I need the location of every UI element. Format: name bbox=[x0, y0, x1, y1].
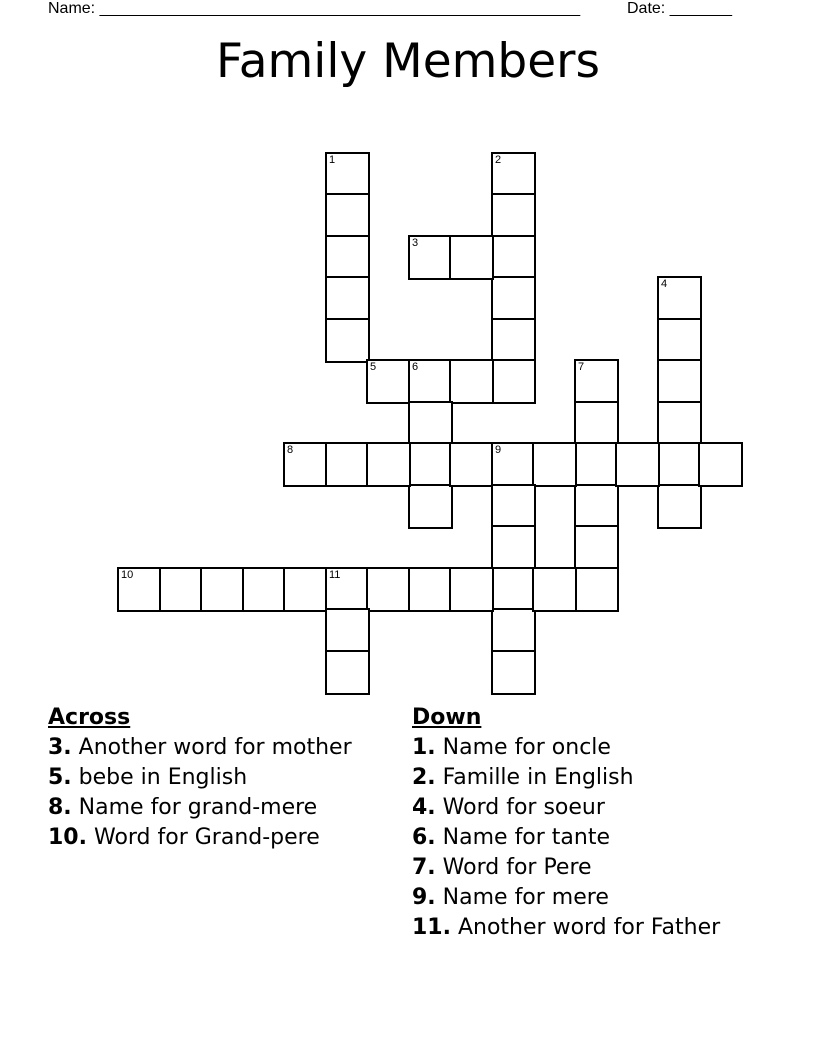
grid-cell[interactable] bbox=[449, 235, 494, 280]
grid-cell[interactable] bbox=[325, 318, 370, 363]
grid-cell[interactable] bbox=[366, 359, 411, 404]
grid-cell[interactable] bbox=[325, 650, 370, 695]
grid-cell[interactable] bbox=[408, 567, 453, 612]
clue-text: bebe in English bbox=[71, 765, 248, 790]
grid-cell[interactable] bbox=[325, 193, 370, 238]
grid-cell[interactable] bbox=[491, 276, 536, 321]
clue-text: Word for soeur bbox=[435, 795, 605, 820]
clue-item bbox=[412, 765, 792, 791]
grid-cell[interactable] bbox=[491, 567, 536, 612]
clue-item bbox=[412, 885, 792, 911]
cell-number: 8 bbox=[287, 444, 294, 456]
grid-cell[interactable] bbox=[574, 525, 619, 570]
grid-cell[interactable] bbox=[325, 235, 370, 280]
grid-cell[interactable] bbox=[657, 318, 702, 363]
grid-cell[interactable] bbox=[449, 359, 494, 404]
clue-number: 3. bbox=[48, 735, 72, 760]
grid-cell[interactable] bbox=[408, 401, 453, 446]
grid-cell[interactable] bbox=[491, 235, 536, 280]
clue-number: 11. bbox=[412, 915, 451, 940]
clue-item bbox=[412, 915, 792, 941]
across-clues bbox=[48, 703, 358, 855]
cell-number: 2 bbox=[495, 154, 502, 166]
grid-cell[interactable] bbox=[325, 567, 370, 612]
clue-text: Word for Pere bbox=[435, 855, 592, 880]
clue-text: Another word for Father bbox=[450, 915, 721, 940]
clue-item bbox=[412, 795, 792, 821]
grid-cell[interactable] bbox=[532, 567, 577, 612]
clue-item bbox=[412, 735, 792, 761]
grid-cell[interactable] bbox=[574, 359, 619, 404]
grid-cell[interactable] bbox=[159, 567, 204, 612]
clue-text: Name for grand-mere bbox=[71, 795, 318, 820]
grid-cell[interactable] bbox=[615, 442, 660, 487]
grid-cell[interactable] bbox=[283, 442, 328, 487]
clue-number: 5. bbox=[48, 765, 72, 790]
grid-cell[interactable] bbox=[491, 442, 536, 487]
clue-item bbox=[412, 825, 792, 851]
clue-text: Word for Grand-pere bbox=[86, 825, 320, 850]
cell-number: 7 bbox=[578, 361, 585, 373]
grid-cell[interactable] bbox=[408, 359, 453, 404]
grid-cell[interactable] bbox=[408, 484, 453, 529]
grid-cell[interactable] bbox=[200, 567, 245, 612]
across-heading: Across bbox=[48, 705, 131, 730]
grid-cell[interactable] bbox=[491, 193, 536, 238]
grid-cell[interactable] bbox=[491, 152, 536, 197]
down-clues bbox=[412, 703, 792, 945]
grid-cell[interactable] bbox=[408, 442, 453, 487]
clue-item bbox=[48, 795, 358, 821]
cell-number: 6 bbox=[412, 361, 419, 373]
clue-number: 4. bbox=[412, 795, 436, 820]
grid-cell[interactable] bbox=[491, 650, 536, 695]
clue-number: 10. bbox=[48, 825, 87, 850]
clue-text: Name for oncle bbox=[435, 735, 611, 760]
clue-item bbox=[48, 735, 358, 761]
grid-cell[interactable] bbox=[574, 484, 619, 529]
clue-text: Famille in English bbox=[435, 765, 634, 790]
cell-number: 5 bbox=[370, 361, 377, 373]
grid-cell[interactable] bbox=[657, 359, 702, 404]
grid-cell[interactable] bbox=[657, 442, 702, 487]
grid-cell[interactable] bbox=[532, 442, 577, 487]
cell-number: 9 bbox=[495, 444, 502, 456]
clue-text: Name for tante bbox=[435, 825, 611, 850]
grid-cell[interactable] bbox=[408, 235, 453, 280]
grid-cell[interactable] bbox=[491, 484, 536, 529]
cell-number: 1 bbox=[329, 154, 336, 166]
grid-cell[interactable] bbox=[242, 567, 287, 612]
grid-cell[interactable] bbox=[491, 318, 536, 363]
grid-cell[interactable] bbox=[449, 567, 494, 612]
cell-number: 3 bbox=[412, 237, 419, 249]
grid-cell[interactable] bbox=[574, 401, 619, 446]
cell-number: 11 bbox=[329, 569, 341, 581]
grid-cell[interactable] bbox=[449, 442, 494, 487]
page-title: Family Members bbox=[216, 34, 600, 89]
clue-number: 6. bbox=[412, 825, 436, 850]
grid-cell[interactable] bbox=[491, 359, 536, 404]
grid-cell[interactable] bbox=[366, 567, 411, 612]
clue-item bbox=[48, 765, 358, 791]
down-heading: Down bbox=[412, 705, 482, 730]
grid-cell[interactable] bbox=[325, 442, 370, 487]
clue-item bbox=[412, 855, 792, 881]
cell-number: 10 bbox=[121, 569, 134, 581]
grid-cell[interactable] bbox=[491, 608, 536, 653]
grid-cell[interactable] bbox=[366, 442, 411, 487]
grid-cell[interactable] bbox=[698, 442, 743, 487]
clue-number: 1. bbox=[412, 735, 436, 760]
cell-number: 4 bbox=[661, 278, 668, 290]
grid-cell[interactable] bbox=[325, 276, 370, 321]
grid-cell[interactable] bbox=[657, 484, 702, 529]
grid-cell[interactable] bbox=[491, 525, 536, 570]
grid-cell[interactable] bbox=[574, 442, 619, 487]
clue-number: 2. bbox=[412, 765, 436, 790]
clue-text: Name for mere bbox=[435, 885, 609, 910]
grid-cell[interactable] bbox=[657, 401, 702, 446]
name-line: Name: ______________________________________________________ bbox=[48, 0, 581, 17]
grid-cell[interactable] bbox=[574, 567, 619, 612]
clue-number: 9. bbox=[412, 885, 436, 910]
clue-text: Another word for mother bbox=[71, 735, 352, 760]
grid-cell[interactable] bbox=[117, 567, 162, 612]
grid-cell[interactable] bbox=[325, 152, 370, 197]
clue-item bbox=[48, 825, 358, 851]
grid-cell[interactable] bbox=[283, 567, 328, 612]
date-line: Date: _______ bbox=[627, 0, 732, 17]
grid-cell[interactable] bbox=[657, 276, 702, 321]
clue-number: 7. bbox=[412, 855, 436, 880]
grid-cell[interactable] bbox=[325, 608, 370, 653]
clue-number: 8. bbox=[48, 795, 72, 820]
